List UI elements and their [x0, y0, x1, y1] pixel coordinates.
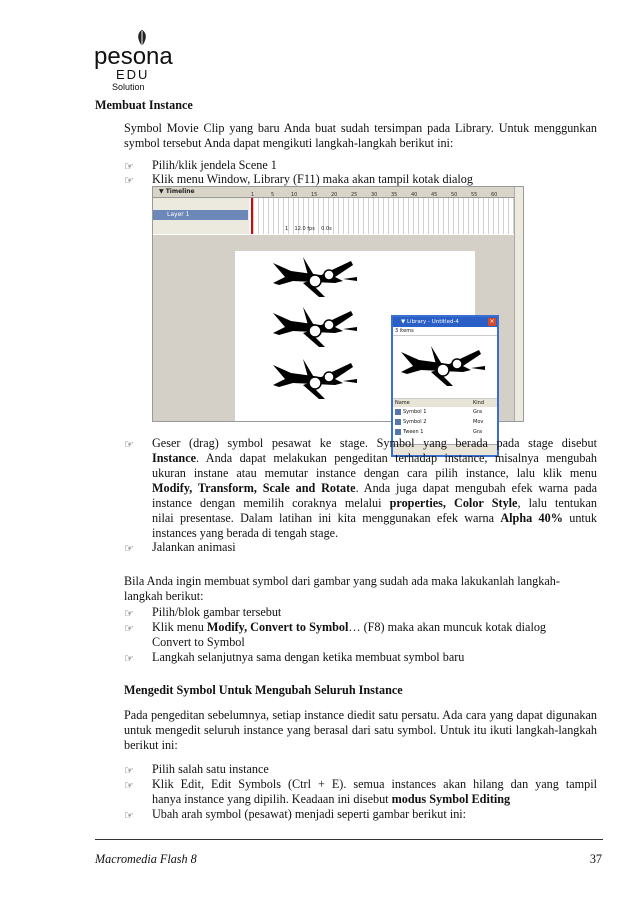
logo: [92, 28, 172, 98]
logo-sub-edu: EDU: [116, 67, 150, 82]
item-name: Tween 1: [403, 429, 424, 435]
stage-area: [153, 235, 515, 435]
line: hanya instance yang dipilih. Keadaan ini disebut modus Symbol Editing: [152, 792, 511, 806]
fps-value: 12.0 fps: [294, 226, 315, 232]
section-heading: Membuat Instance: [95, 98, 193, 112]
frame-number: 25: [351, 192, 358, 198]
frame-number: 20: [331, 192, 338, 198]
line: instances yang berada di tengah stage.: [152, 526, 339, 540]
frame-number: 5: [271, 192, 275, 198]
timeline-title: ▼ Timeline: [159, 188, 195, 195]
bullet-icon: ☞: [124, 652, 134, 665]
line: Geser (drag) symbol pesawat ke stage. Symbol yang berada pada stage disebut: [152, 436, 597, 450]
line: nilai presentase. Dalam latihan ini kita menggunakan efek warna Alpha 40% untuk: [152, 511, 597, 525]
symbol-icon: [395, 429, 401, 435]
frame-number: 60: [491, 192, 498, 198]
col-kind: Kind: [473, 400, 485, 406]
logo-word: pesona: [94, 43, 173, 70]
item-kind: Gra: [473, 429, 482, 435]
library-item[interactable]: [393, 407, 497, 417]
bullet-icon: ☞: [124, 438, 134, 451]
time-value: 0.0s: [321, 226, 332, 232]
frame-number: 55: [471, 192, 478, 198]
frame-number: 1: [251, 192, 255, 198]
list-item: Langkah selanjutnya sama dengan ketika membuat symbol baru: [152, 650, 465, 664]
vertical-scrollbar[interactable]: [514, 187, 523, 421]
list-item-edit-symbols: [152, 777, 597, 807]
frame-numbers: [249, 188, 509, 198]
line: Klik Edit, Edit Symbols (Ctrl + E). semua instances akan hilang dan yang tampil: [152, 777, 597, 791]
timeline-header: [153, 187, 515, 198]
bullet-icon: ☞: [124, 542, 134, 555]
airplane-instance: [273, 359, 357, 399]
list-item: Pilih/blok gambar tersebut: [152, 605, 282, 619]
frame-number: 35: [391, 192, 398, 198]
col-name: Name: [395, 400, 410, 406]
footer-rule: [95, 839, 603, 840]
line: Klik menu Modify, Convert to Symbol… (F8) maka akan muncuk kotak dialog: [152, 620, 547, 634]
library-count: 3 items: [395, 328, 414, 334]
library-title-text: ▼ Library - Untitled-4: [401, 319, 459, 325]
library-preview: [393, 335, 497, 399]
item-kind: Gra: [473, 409, 482, 415]
frame-number: 45: [431, 192, 438, 198]
airplane-instance: [273, 307, 357, 347]
footer-title: Macromedia Flash 8: [95, 852, 197, 866]
bullet-icon: ☞: [124, 764, 134, 777]
frame-value: 1: [285, 226, 289, 232]
list-item: Ubah arah symbol (pesawat) menjadi seperti gambar berikut ini:: [152, 807, 467, 821]
paragraph: Bila Anda ingin membuat symbol dari gambar yang sudah ada maka lakukanlah langkah-langkah berikut:: [124, 574, 560, 603]
list-item-convert: [152, 620, 597, 650]
library-item[interactable]: [393, 417, 497, 427]
line: Instance. Anda dapat melakukan pengeditan terhadap instance, misalnya mengubah: [152, 451, 597, 465]
bullet-icon: ☞: [124, 779, 134, 792]
preview-airplane: [393, 336, 493, 396]
symbol-icon: [395, 419, 401, 425]
symbol-icon: [395, 409, 401, 415]
close-icon[interactable]: ×: [489, 318, 495, 325]
paragraph: Symbol Movie Clip yang baru Anda buat sudah tersimpan pada Library. Untuk menggunkan symbol tersebut Anda dapat mengikuti langkah-langkah berikut ini:: [124, 121, 597, 150]
item-name: Symbol 1: [403, 409, 427, 415]
line: ukuran instane atau memutar instance dengan cara pilih instance, lalu klik menu: [152, 466, 597, 480]
frame-number: 40: [411, 192, 418, 198]
bullet-icon: ☞: [124, 160, 134, 173]
list-item: Jalankan animasi: [152, 540, 236, 554]
frame-number: 10: [291, 192, 298, 198]
frame-ruler: [249, 187, 509, 197]
frame-number: 15: [311, 192, 318, 198]
line: Convert to Symbol: [152, 635, 245, 649]
bullet-icon: ☞: [124, 622, 134, 635]
item-name: Symbol 2: [403, 419, 427, 425]
layer-name: Layer 1: [167, 211, 190, 218]
frame-number: 50: [451, 192, 458, 198]
page-number: 37: [589, 852, 602, 866]
library-title[interactable]: [393, 317, 497, 327]
flash-screenshot: [152, 186, 524, 435]
line: Modify, Transform, Scale and Rotate. Anda juga dapat mengubah efek warna pada: [152, 481, 597, 495]
bullet-icon: ☞: [124, 809, 134, 822]
timeline-status: [285, 225, 332, 233]
library-columns: [393, 399, 497, 407]
timeline-body: [153, 198, 515, 234]
item-kind: Mov: [473, 419, 484, 425]
list-item: Pilih salah satu instance: [152, 762, 269, 776]
paragraph: Pada pengeditan sebelumnya, setiap instance diedit satu persatu. Ada cara yang dapat digunakan untuk mengedit seluruh instance yang berasal dari satu symbol. Untuk itu ikuti langkah-langkah berikut ini:: [124, 708, 597, 752]
layer-row[interactable]: [153, 210, 248, 220]
frame-number: 30: [371, 192, 378, 198]
playhead: [251, 198, 253, 234]
list-item-drag-instance: [152, 436, 597, 541]
bullet-icon: ☞: [124, 607, 134, 620]
line: instance dengan memilih coraknya melalui properties, Color Style, lalu tentukan: [152, 496, 598, 510]
section-heading: Mengedit Symbol Untuk Mengubah Seluruh Instance: [124, 683, 403, 697]
bullet-icon: ☞: [124, 174, 134, 187]
list-item: Klik menu Window, Library (F11) maka akan tampil kotak dialog: [152, 172, 473, 186]
list-item: Pilih/klik jendela Scene 1: [152, 158, 277, 172]
airplane-instance: [273, 257, 357, 297]
logo-sub-solution: Solution: [112, 82, 145, 92]
